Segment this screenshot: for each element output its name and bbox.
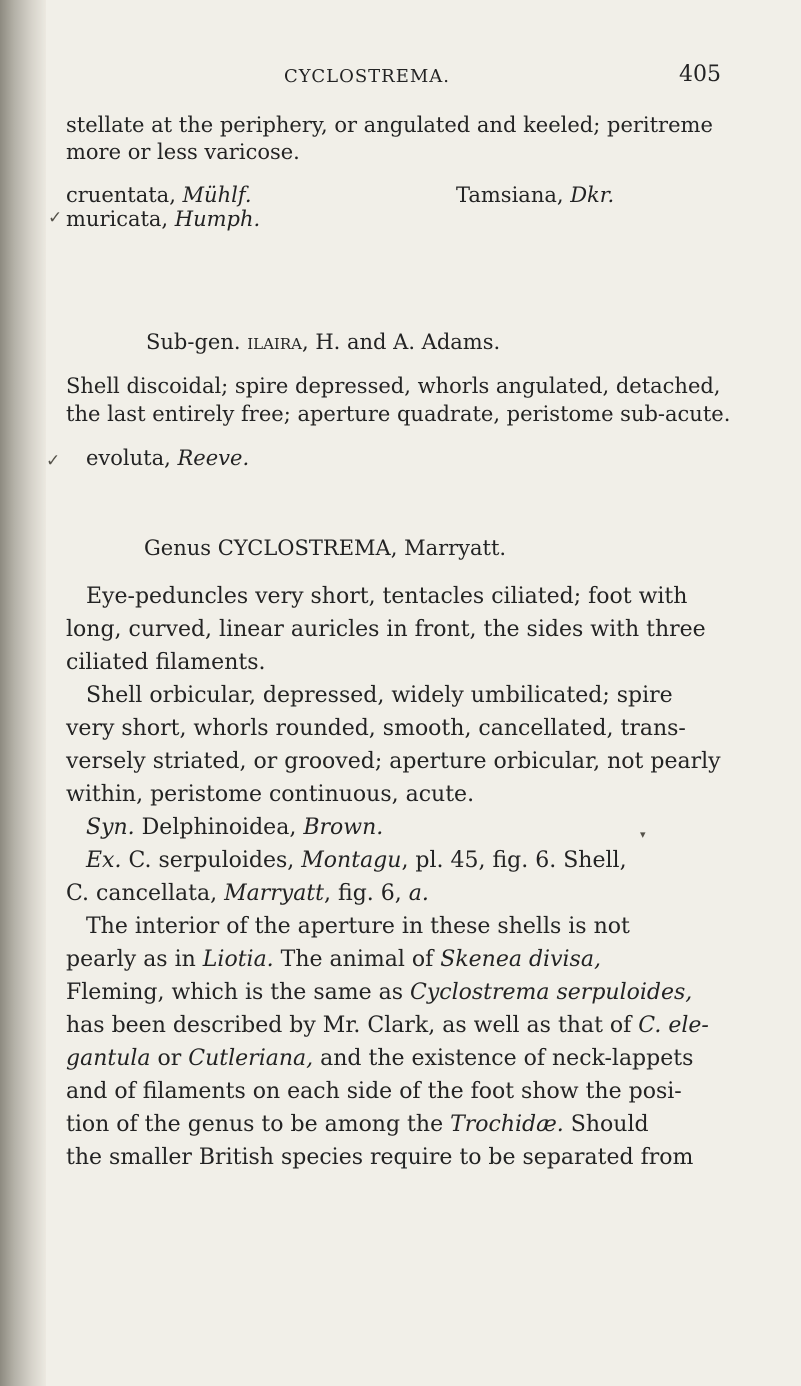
text-line: The interior of the aperture in these shells is not	[86, 914, 630, 939]
subgenus-heading: Sub-gen. ilaira, H. and A. Adams.	[146, 330, 501, 354]
text-line: stellate at the periphery, or angulated and keeled; peritreme	[66, 113, 713, 137]
species-entry: Tamsiana, Dkr.	[456, 183, 615, 207]
book-page	[46, 0, 786, 1386]
text-line: more or less varicose.	[66, 140, 300, 164]
text-line: very short, whorls rounded, smooth, cancellated, trans-	[66, 716, 686, 741]
page-gutter-shadow	[0, 0, 46, 1386]
text-line: Shell discoidal; spire depressed, whorls angulated, detached,	[66, 374, 721, 398]
species-entry: evoluta, Reeve.	[86, 446, 250, 470]
pencil-mark-icon: ▾	[640, 828, 646, 841]
text-line: and of filaments on each side of the foot show the posi-	[66, 1079, 682, 1104]
synonym-line: Syn. Delphinoidea, Brown.	[86, 815, 384, 840]
example-line: C. cancellata, Marryatt, fig. 6, a.	[66, 881, 429, 906]
species-entry: cruentata, Mühlf.	[66, 183, 252, 207]
example-line: Ex. C. serpuloides, Montagu, pl. 45, fig. 6. Shell,	[86, 848, 627, 873]
running-header: CYCLOSTREMA.	[284, 66, 451, 87]
text-line: has been described by Mr. Clark, as well as that of C. ele-	[66, 1013, 709, 1038]
text-line: ciliated filaments.	[66, 650, 266, 675]
pencil-check-icon: ✓	[46, 451, 61, 471]
genus-heading: Genus CYCLOSTREMA, Marryatt.	[144, 536, 507, 560]
page-number: 405	[679, 62, 721, 87]
text-line: Fleming, which is the same as Cyclostrema serpuloides,	[66, 980, 693, 1005]
pencil-check-icon: ✓	[48, 208, 63, 228]
text-line: long, curved, linear auricles in front, the sides with three	[66, 617, 706, 642]
text-line: Shell orbicular, depressed, widely umbilicated; spire	[86, 683, 673, 708]
text-line: pearly as in Liotia. The animal of Skenea divisa,	[66, 947, 601, 972]
text-line: the smaller British species require to be separated from	[66, 1145, 694, 1170]
text-line: the last entirely free; aperture quadrate, peristome sub-acute.	[66, 402, 731, 426]
text-line: Eye-peduncles very short, tentacles ciliated; foot with	[86, 584, 688, 609]
text-line: versely striated, or grooved; aperture orbicular, not pearly	[66, 749, 721, 774]
text-line: within, peristome continuous, acute.	[66, 782, 475, 807]
species-entry: muricata, Humph.	[66, 207, 261, 231]
text-line: tion of the genus to be among the Trochidæ. Should	[66, 1112, 649, 1137]
text-line: gantula or Cutleriana, and the existence of neck-lappets	[66, 1046, 694, 1071]
